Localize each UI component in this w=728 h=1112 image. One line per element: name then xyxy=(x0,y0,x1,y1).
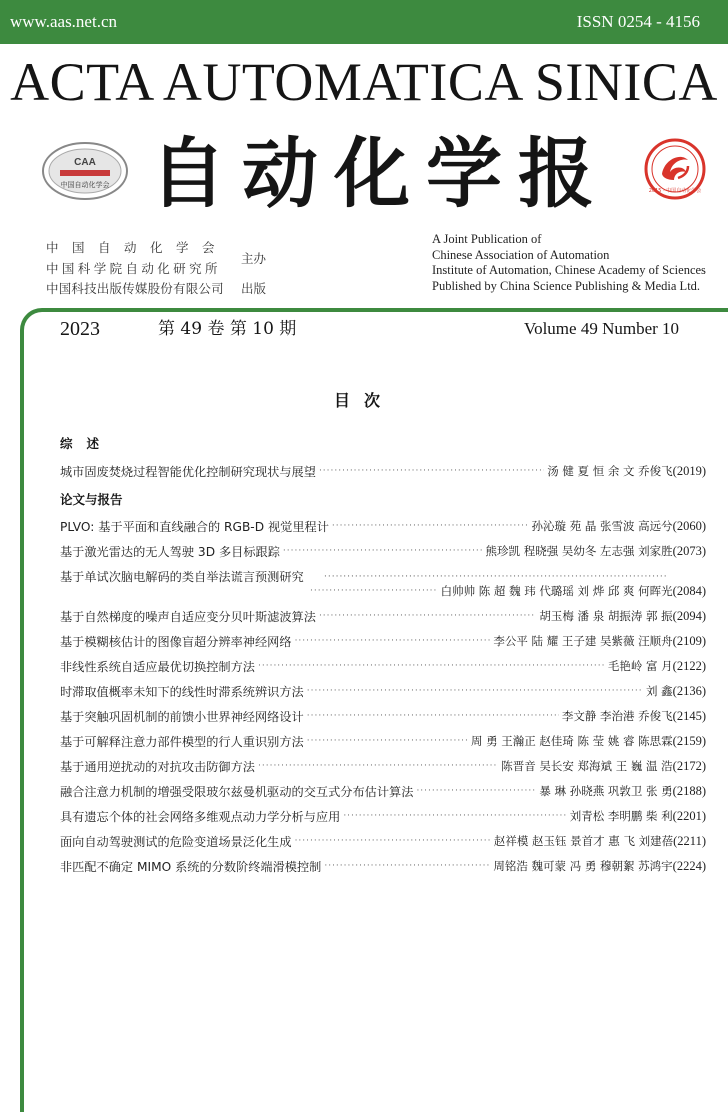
article-page: (2201) xyxy=(672,808,706,823)
publishers-en-line: Institute of Automation, Chinese Academy of Sciences xyxy=(432,263,706,277)
leader-dots xyxy=(319,611,536,621)
article-authors: 刘 鑫 xyxy=(646,684,673,698)
toc-entry[interactable] xyxy=(60,856,706,876)
leader-dots xyxy=(343,811,566,821)
article-authors: 赵祥模 赵玉钰 景首才 惠 飞 刘建蓓 xyxy=(493,834,674,848)
toc-entry[interactable] xyxy=(60,541,706,561)
article-page: (2211) xyxy=(673,833,706,848)
article-authors: 孙沁璇 苑 晶 张雪波 高远兮 xyxy=(531,519,673,533)
journal-title-cn: 自动化学报 xyxy=(150,129,610,218)
article-page: (2109) xyxy=(672,633,706,648)
issue-volume-en: Volume 49 Number 10 xyxy=(524,319,680,338)
article-page: (2122) xyxy=(672,658,706,673)
toc-entry[interactable] xyxy=(60,581,706,601)
top-bar xyxy=(0,0,728,44)
article-authors: 李文静 李治港 乔俊飞 xyxy=(561,709,673,723)
article-page: (2224) xyxy=(672,858,706,873)
article-page: (2084) xyxy=(672,583,706,598)
article-authors: 汤 健 夏 恒 余 文 乔俊飞 xyxy=(547,464,673,478)
toc-entry[interactable] xyxy=(60,681,706,701)
journal-url[interactable]: www.aas.net.cn xyxy=(10,12,117,31)
article-authors: 暴 琳 孙晓燕 巩敦卫 张 勇 xyxy=(539,784,673,798)
leader-dots xyxy=(258,761,498,771)
article-authors: 周 勇 王瀚正 赵佳琦 陈 莹 姚 睿 陈思霖 xyxy=(470,734,673,748)
caa-logo-subtext: 中国自动化学会 xyxy=(60,181,110,189)
toc-entry[interactable] xyxy=(60,606,706,626)
role-sponsor: 主办 xyxy=(241,251,267,266)
anniversary-seal-icon xyxy=(644,138,706,200)
article-title[interactable]: 面向自动驾驶测试的危险变道场景泛化生成 xyxy=(60,834,292,849)
leader-dots xyxy=(324,861,490,871)
article-page: (2136) xyxy=(672,683,706,698)
article-page: (2172) xyxy=(672,758,706,773)
article-authors: 白帅帅 陈 超 魏 玮 代璐瑶 刘 烨 邱 爽 何晖光 xyxy=(440,584,673,598)
toc-entry[interactable] xyxy=(60,806,706,826)
article-page: (2145) xyxy=(672,708,706,723)
leader-dots xyxy=(258,661,605,671)
leader-dots xyxy=(310,586,438,596)
leader-dots xyxy=(295,836,491,846)
publisher-ia-cas: 中国科学院自动化研究所 xyxy=(46,260,221,276)
publishers-cn xyxy=(46,238,228,300)
article-title[interactable]: 城市固废焚烧过程智能优化控制研究现状与展望 xyxy=(60,464,316,479)
leader-dots xyxy=(295,636,491,646)
article-authors: 熊珍凯 程晓强 吴幼冬 左志强 刘家胜 xyxy=(485,544,673,558)
publisher-csp: 中国科技出版传媒股份有限公司 xyxy=(46,281,224,296)
toc-entry[interactable] xyxy=(60,781,706,801)
role-publisher: 出版 xyxy=(241,281,267,296)
toc-section-review: 综述 xyxy=(60,436,114,451)
article-title[interactable]: 基于模糊核估计的图像盲超分辨率神经网络 xyxy=(60,634,292,649)
toc-entry[interactable] xyxy=(60,831,706,851)
article-authors: 胡玉梅 潘 泉 胡振涛 郭 振 xyxy=(539,609,673,623)
article-page: (2073) xyxy=(672,543,706,558)
issue-year: 2023 xyxy=(60,318,100,340)
toc-entry[interactable] xyxy=(60,656,706,676)
caa-logo-text: CAA xyxy=(74,157,96,168)
leader-dots xyxy=(307,736,468,746)
article-title[interactable]: 融合注意力机制的增强受限玻尔兹曼机驱动的交互式分布估计算法 xyxy=(60,784,414,799)
article-title[interactable]: 基于激光雷达的无人驾驶 3D 多目标跟踪 xyxy=(60,544,280,559)
article-title[interactable]: PLVO: 基于平面和直线融合的 RGB-D 视觉里程计 xyxy=(60,519,329,534)
publishers-en-line: A Joint Publication of xyxy=(432,232,542,246)
article-title[interactable]: 基于突触巩固机制的前馈小世界神经网络设计 xyxy=(60,709,304,724)
article-page: (2060) xyxy=(672,518,706,533)
article-title[interactable]: 非线性系统自适应最优切换控制方法 xyxy=(60,659,255,674)
article-title[interactable]: 具有遗忘个体的社会网络多维观点动力学分析与应用 xyxy=(60,809,341,824)
issue-volume-cn: 第 49 卷 第 10 期 xyxy=(158,319,297,339)
publisher-caa: 中国自动化学会 xyxy=(46,240,229,255)
article-authors: 刘青松 李明鹏 柴 利 xyxy=(569,809,673,823)
toc-entry[interactable] xyxy=(60,516,706,536)
article-title[interactable]: 时滞取值概率未知下的线性时滞系统辨识方法 xyxy=(60,684,304,699)
article-title[interactable]: 基于自然梯度的噪声自适应变分贝叶斯滤波算法 xyxy=(60,609,316,624)
article-title[interactable]: 非匹配不确定 MIMO 系统的分数阶终端滑模控制 xyxy=(60,859,322,874)
issn: ISSN 0254 - 4156 xyxy=(576,12,700,31)
article-authors: 李公平 陆 耀 王子建 吴紫薇 汪顺舟 xyxy=(493,634,673,648)
leader-dots xyxy=(332,521,529,531)
article-page: (2159) xyxy=(672,733,706,748)
toc-entry[interactable] xyxy=(60,756,706,776)
article-page: (2188) xyxy=(672,783,706,798)
article-title[interactable]: 基于可解释注意力部件模型的行人重识别方法 xyxy=(60,734,304,749)
leader-dots xyxy=(319,466,544,476)
toc-section-papers: 论文与报告 xyxy=(60,492,123,507)
toc-entry[interactable] xyxy=(60,631,706,651)
publishers-en-line: Chinese Association of Automation xyxy=(432,247,610,262)
article-authors: 周铭浩 魏可蒙 冯 勇 穆朝絮 苏鸿宇 xyxy=(493,859,673,873)
publishers-en xyxy=(432,232,706,294)
toc-title: 目次 xyxy=(333,391,394,410)
article-page: (2094) xyxy=(672,608,706,623)
article-title[interactable]: 基于通用逆扰动的对抗攻击防御方法 xyxy=(60,759,255,774)
article-authors: 毛艳岭 富 月 xyxy=(607,659,673,673)
leader-dots xyxy=(416,786,536,796)
article-title[interactable]: 基于单试次脑电解码的类自举法谎言预测研究 xyxy=(60,569,304,584)
toc-entry[interactable] xyxy=(60,461,706,481)
leader-dots xyxy=(307,686,643,696)
article-page: (2019) xyxy=(672,463,706,478)
journal-title-en: ACTA AUTOMATICA SINICA xyxy=(10,52,718,112)
leader-dots xyxy=(307,711,559,721)
toc-entry[interactable] xyxy=(60,731,706,751)
article-authors: 陈晋音 吴长安 郑海斌 王 巍 温 浩 xyxy=(501,759,673,773)
caa-logo-icon xyxy=(40,140,130,202)
seal-text: 2015 · 中国自动化学会 xyxy=(648,188,702,194)
toc-entry[interactable] xyxy=(60,706,706,726)
publishers-en-line: Published by China Science Publishing & Media Ltd. xyxy=(432,278,701,293)
leader-dots xyxy=(283,546,483,556)
